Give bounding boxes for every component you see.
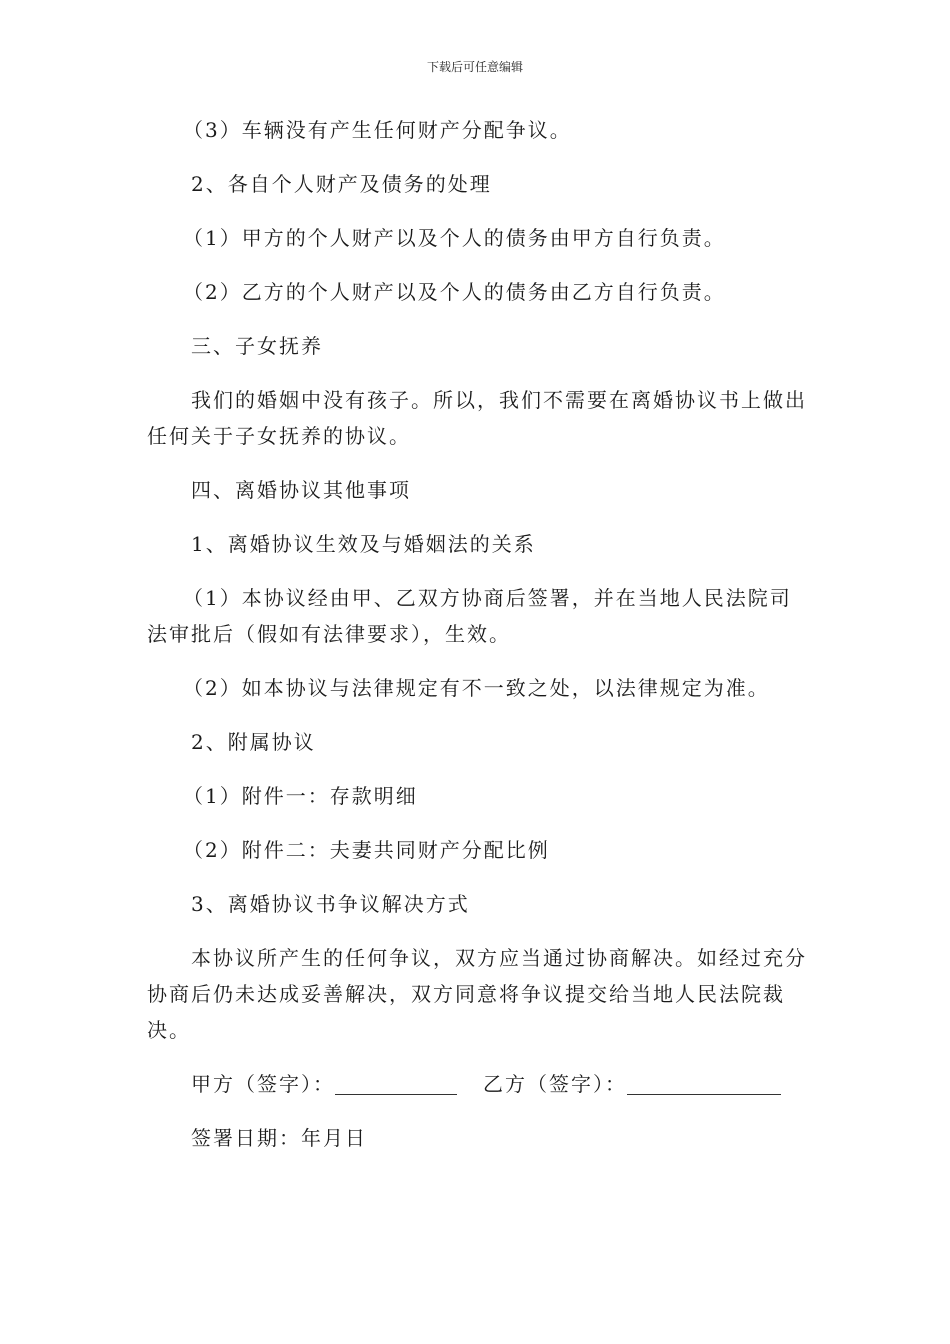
party-a-signature-label: 甲方（签字）： <box>191 1072 335 1096</box>
section-child-custody-heading: 三、子女抚养 <box>191 334 323 358</box>
clause-effective: （1）本协议经由甲、乙双方协商后签署，并在当地人民法院司法审批后（假如有法律要求），生效。 <box>147 586 792 646</box>
party-b-signature-label: 乙方（签字）： <box>483 1072 627 1096</box>
page-header: 下载后可任意编辑 <box>426 60 523 74</box>
section-other-matters-heading: 四、离婚协议其他事项 <box>191 478 411 502</box>
clause-vehicle: （3）车辆没有产生任何财产分配争议。 <box>183 118 572 142</box>
attachment-1: （1）附件一：存款明细 <box>183 784 418 808</box>
section-personal-property-heading: 2、各自个人财产及债务的处理 <box>191 172 492 196</box>
subsection-dispute-heading: 3、离婚协议书争议解决方式 <box>191 892 470 916</box>
clause-dispute-resolution: 本协议所产生的任何争议，双方应当通过协商解决。如经过充分协商后仍未达成妥善解决，双方同意将争议提交给当地人民法院裁决。 <box>147 946 807 1042</box>
clause-party-b-debts: （2）乙方的个人财产以及个人的债务由乙方自行负责。 <box>183 280 726 304</box>
signing-date: 签署日期：年月日 <box>191 1126 367 1150</box>
subsection-effectiveness-heading: 1、离婚协议生效及与婚姻法的关系 <box>191 532 536 556</box>
party-b-signature-line <box>627 1072 781 1095</box>
clause-law-prevails: （2）如本协议与法律规定有不一致之处，以法律规定为准。 <box>183 676 770 700</box>
subsection-attachments-heading: 2、附属协议 <box>191 730 316 754</box>
clause-party-a-debts: （1）甲方的个人财产以及个人的债务由甲方自行负责。 <box>183 226 726 250</box>
document-body <box>147 112 807 1174</box>
signature-row <box>147 1066 807 1102</box>
attachment-2: （2）附件二：夫妻共同财产分配比例 <box>183 838 550 862</box>
party-a-signature-line <box>335 1072 457 1095</box>
clause-no-children: 我们的婚姻中没有孩子。所以，我们不需要在离婚协议书上做出任何关于子女抚养的协议。 <box>147 388 807 448</box>
